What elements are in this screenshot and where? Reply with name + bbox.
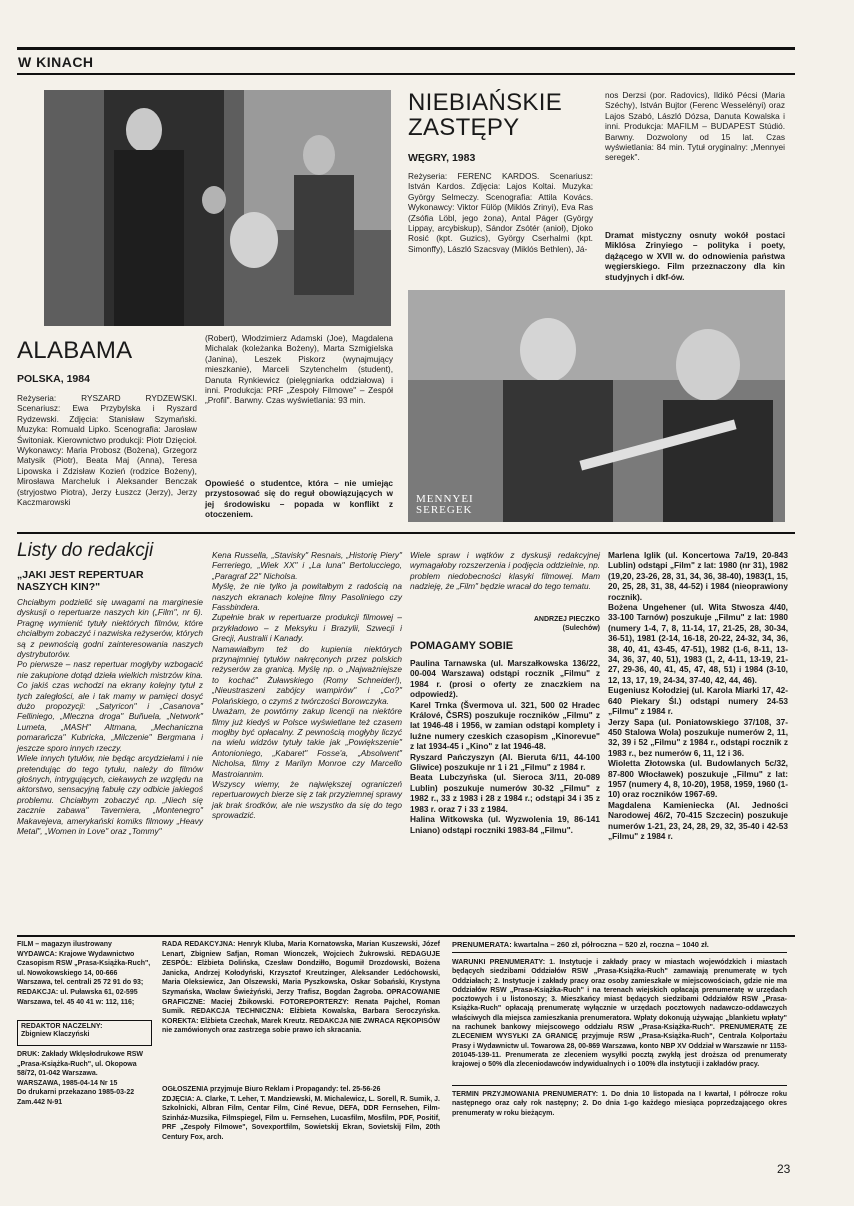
- subscription-prices: PRENUMERATA: kwartalna – 260 zł, półroczna – 520 zł, roczna – 1040 zł.: [452, 940, 709, 949]
- alabama-photo-scene: [44, 90, 391, 326]
- alabama-country: POLSKA, 1984: [17, 373, 90, 385]
- ads-photos: OGŁOSZENIA przyjmuje Biuro Reklam i Propagandy: tel. 25-56-26 ZDJĘCIA: A. Clarke, T. Leher, T. Mandziewski, M. Michalewicz, L. Sorell, R. Sumik, J. Szkolnicki, Albran Film, Centar Film, Ciné Revue, DEFA, DDR Fernsehen, Film-Szinház-Muzsika, Filmspiegel, Film u. Fernsehen, Lucasfilm, Mosfilm, PDF, Positif, PRF „Zespoły Filmowe", Sovexportfilm, Sowietskij Ekran, Sovietskij Film, 20th Century Fox, arch.: [162, 1086, 440, 1141]
- mennyei-photo-scene: [408, 290, 785, 522]
- page-number: 23: [777, 1162, 791, 1176]
- niebianskie-summary: Dramat mistyczny osnuty wokół postaci Miklósa Zrinyiego – polityka i poety, dążącego w XVII w. do odnowienia państwa węgierskiego. Film przeznaczony dla kin studyjnych i dkf-ów.: [605, 230, 785, 282]
- pomagamy-col-2: Marlena Iglik (ul. Koncertowa 7a/19, 20-843 Lublin) odstąpi „Film" z lat: 1980 (nr 31), 1982 (19,20, 23-26, 28, 31, 34, 36, 38-40), 1983(1, 15, 20, 25, 28, 31, 38, 44-52) i 1984 (nieoprawiony rocznik). Bożena Ungehener (ul. Wita Stwosza 4/40, 33-100 Tarnów) poszukuje „Filmu" z lat: 1980 (numery 1-4, 7, 8, 11-14, 17, 21-25, 28, 30-34, 36-51), 1981 (2-14, 16-18, 20-22, 24-32, 34, 36, 38, 40, 41, 43-45, 47-51), 1982 (1-6, 8-11, 13-34, 36, 37, 40, 51), 1983 (1, 2, 4-11, 13-19, 21-27, 29-36, 40, 41, 45, 47, 48, 51) i 1984 (3-10, 12, 13, 17, 19, 24-34, 37-40, 42, 44, 46). Eugeniusz Kołodziej (ul. Karola Miarki 17, 42-640 Piekary Śl.) odstąpi numery 24-53 „Filmu" z 1984 r. Jerzy Sapa (ul. Poniatowskiego 37/108, 37-450 Stalowa Wola) poszukuje numerów 2, 11, 32, 39 i 52 „Filmu" z 1984 r., odstąpi rocznik z 1983 r., bez numerów 6, 11, 12 i 36. Wioletta Złotowska (ul. Budowlanych 5c/32, 87-800 Włocławek) poszukuje „Filmu" z lat: 1957 (numery 4, 8, 10-20), 1958, 1959, 1960 (1-10) oraz roczników 1967-69. Magdalena Kamieniecka (Al. Jedności Narodowej 46/2, 70-415 Szczecin) poszukuje numerów 1-21, 23, 24, 28, 29, 32, 35-40 i 42-53 „Filmu" z 1984 r.: [608, 550, 788, 841]
- letters-col-3: Wiele spraw i wątków z dyskusji redakcyjnej wymagałoby rozszerzenia i podjęcia oddzielnie, np. problem niedobecności klasyki filmowej. Mam nadzieję, że „Film" będzie wracał do tego tematu.: [410, 550, 600, 592]
- editor-label: REDAKTOR NACZELNY:: [21, 1023, 103, 1030]
- letters-signature: ANDRZEJ PIECZKO (Sulechów): [533, 616, 600, 632]
- niebianskie-credits-2: nos Derzsi (por. Radovics), Ildikó Pécsi (Maria Széchy), István Bujtor (Ferenc Wesselényi) oraz Lajos Szabó, László Dózsa, Danuta Kowalska i inni. Produkcja: MAFILM – BUDAPEST Stúdió. Barwny. Dozwolony od 15 lat. Czas wyświetlania: 84 min. Tytuł oryginalny: „Mennyei seregek".: [605, 90, 785, 163]
- niebianskie-credits-1: Reżyseria: FERENC KARDOS. Scenariusz: István Kardos. Zdjęcia: Lajos Koltai. Muzyka: György Selmeczy. Scenografia: Attila Kovács. Wykonawcy: Viktor Fülöp (Miklós Zrinyi), Eva Ras (Zsófia Löbl, jego żona), Antal Páger (György Lippay, arcybiskup), Sándor Zsótér (anioł), Djoko Rosić (kpt. Guzics), György Cserhalmi (kpt. Simonffy), László Szacsvay (Miklós Bethlen), Já-: [408, 171, 593, 254]
- mennyei-photo: [408, 290, 785, 522]
- alabama-credits-2: (Robert), Włodzimierz Adamski (Joe), Magdalena Michalak (koleżanka Bożeny), Marta Szmigielska (Janina), Leszek Piskorz (wynajmujący mieszkanie), Marceli Szytenchelm (student), Danuta Rynkiewicz (pielęgniarka oddziałowa) i inni. Produkcja: PRF „Zespoły Filmowe" – Zespół „Profil". Barwny. Czas wyświetlania: 93 min.: [205, 333, 393, 406]
- pomagamy-col-1: Paulina Tarnawska (ul. Marszałkowska 136/22, 00-004 Warszawa) odstąpi rocznik „Filmu" z 1984 r. (prosi o oferty ze znaczkiem na odpowiedź). Karel Trnka (Švermova ul. 321, 500 02 Hradec Králové, ČSRS) poszukuje roczników „Filmu" z lat 1946-48 i 1956, w zamian odstąpi komplety i luźne numery czeskich czasopism „Kinorevue" z lat 1934-45 i „Kino" z lat 1946-48. Ryszard Pańczyszyn (Al. Bieruta 6/11, 44-100 Gliwice) poszukuje nr 1 i 21 „Filmu" z 1984 r. Beata Lubczyńska (ul. Sieroca 3/11, 20-089 Lublin) poszukuje numerów 30-32 „Filmu" z 1982 r., 33 z 1983 i 28 z 1984 r.; odstąpi 34 i 35 z 1983 r. oraz 7 i 33 z 1984. Halina Witkowska (ul. Wyzwolenia 19, 86-141 Lniano) odstąpi roczniki 1983-84 „Filmu".: [410, 658, 600, 835]
- subscription-conditions: WARUNKI PRENUMERATY: 1. Instytucje i zakłady pracy w miastach wojewódzkich i miastach będących siedzibami Oddziałów RSW „Prasa-Książka-Ruch" zamawiają prenumeratę w tych Oddziałach; 2. Instytucje i zakłady pracy oraz osoby zamieszkałe w miejscowościach, gdzie nie ma Oddziałów RSW „Prasa-Książka-Ruch" i na terenach wiejskich opłacają prenumeratę w urzędach pocztowych i u listonoszy; 3. Mieszkańcy miast będących siedzibami Oddziałów RSW „Prasa-Książka-Ruch" opłacają prenumeratę wyłącznie w urzędach pocztowych nadawczo-oddawczych właściwych dla miejsca zamieszkania prenumeratora. Wpłaty dokonują używając „blankietu wpłaty" na rachunek bankowy miejscowego oddziału RSW „Prasa-Książka-Ruch". PRENUMERATĘ ZE ZLECENIEM WYSYŁKI ZA GRANICĘ przyjmuje RSW „Prasa-Książka-Ruch", Centrala Kolportażu Prasy i Wydawnictw ul. Towarowa 28, 00-869 Warszawa, konto NBP XV Oddział w Warszawie nr 1153-201045-139-11. Prenumerata ze zleceniem wysyłki pocztą zwykłą jest droższa od prenumeraty krajowej o 50% dla zleceniodawców indywidualnych i o 100% dla instytucji i zakładów pracy.: [452, 959, 787, 1069]
- letters-col-1: Chciałbym podzielić się uwagami na marginesie dyskusji o repertuarze naszych kin („Film", nr 6). Pragnę wymienić tytuły niektórych filmów, które chciałbym zobaczyć i nazwiska reżyserów, których są z pewnością godni zainteresowania naszych dystrybutorów. Po pierwsze – nasz repertuar mogłyby wzbogacić nie zakupione dotąd dzieła wielkich mistrzów kina. Co jakiś czas wchodzi na ekrany kolejny tytuł z tych zaległości, ale i tak mamy w pamięci dosyć dużo propozycji: „Satyricon" i „Casanova" Felliniego, „Mleczna droga" Buñuela, „Network" Lumeta, „MASH" Altmana, „Mechaniczna pomarańcza" Kubricka, „Milczenie" Bergmana i jeszcze sporo innych rzeczy. Wiele innych tytułów, nie będąc arcydziełami i nie pretendując do tego tytułu, należy do filmów głośnych, intrygujących, ciekawych ze względu na aktorstwo, sensacyjną fabułę czy odbicie jakiegoś problemu. Chciałbym zobaczyć np. „Niech się zacznie zabawa" Taverniera, „Montenegro" Makavejeva, amerykański komiks filmowy „Heavy Metal", „Women in Love" oraz „Tommy": [17, 597, 203, 836]
- letters-subheading: „JAKI JEST REPERTUAR NASZYCH KIN?": [17, 569, 144, 593]
- alabama-summary: Opowieść o studentce, która – nie umiejąc przystosować się do reguł obowiązujących w jej środowisku – popada w konflikt z otoczeniem.: [205, 478, 393, 520]
- niebianskie-title: NIEBIAŃSKIE ZASTĘPY: [408, 89, 563, 141]
- masthead: FILM – magazyn ilustrowany WYDAWCA: Krajowe Wydawnictwo Czasopism RSW „Prasa-Książka-Ruch", ul. Nowokowskiego 14, 00-666 Warszawa, tel. centrali 25 72 91 do 93; REDAKCJA: ul. Puławska 61, 02-595 Warszawa, tel. 45 40 41 w: 112, 116;: [17, 941, 151, 1006]
- section-title: W KINACH: [18, 54, 94, 70]
- mennyei-photo-caption: MENNYEI SEREGEK: [416, 493, 474, 516]
- editor-name: Zbigniew Klaczyński: [21, 1031, 90, 1038]
- subscription-deadline: TERMIN PRZYJMOWANIA PRENUMERATY: 1. Do dnia 10 listopada na I kwartał, I półrocze roku następnego oraz cały rok następny; 2. Do dnia 1-go każdego miesiąca poprzedzającego okres prenumeraty w roku bieżącym.: [452, 1091, 787, 1117]
- letters-col-2: Kena Russella, „Stavisky" Resnais, „Historię Piery" Ferreriego, „Wiek XX" i „La luna" Bertolucciego, „Paragraf 22" Nicholsa. Myślę, że nie tylko ja powitałbym z radością na naszych ekranach kolejne filmy Pasoliniego czy Fassbindera. Zupełnie brak w repertuarze produkcji filmowej – przykładowo – z Meksyku i Brazylii, Szwecji i Grecji, Australii i Kanady. Namawiałbym też do kupienia niektórych przynajmniej tytułów nakręconych przez polskich reżyserów za granicą. Myślę np. o „Najważniejsze to kochać" Żuławskiego (Romy Schneider!), „Nieustraszeni zabójcy wampirów" i „Co?" Polańskiego, o czymś z twórczości Borowczyka. Uważam, że powtórny zakup licencji na niektóre filmy już kiedyś w Polsce wyświetlane też czasem mogłby być opłacalny. Z pewnością mogłyby liczyć na wielu widzów tytuły takie jak „Powiększenie" Antonioniego, „Kabaret" Fosse'a, „Absolwent" Nicholsa, filmy z Marilyn Monroe czy Marcello Mastroiannim. Wszyscy wiemy, że największej ograniczeń repertuarowych bierze się z tak przyziemnej sprawy jak brak środków, ale nie wszystko da się do tego sprowadzić.: [212, 550, 402, 821]
- letters-heading: Listy do redakcji: [17, 540, 154, 561]
- editor-box: [17, 1020, 152, 1046]
- pomagamy-heading: POMAGAMY SOBIE: [410, 640, 514, 652]
- alabama-credits-1: Reżyseria: RYSZARD RYDZEWSKI. Scenariusz: Ewa Przybylska i Ryszard Rydzewski. Zdjęcia: Stanisław Szymański. Muzyka: Romuald Lipko. Scenografia: Jarosław Świtoniak. Kierownictwo produkcji: Piotr Dzięcioł. Wykonawcy: Maria Probosz (Bożena), Grzegorz Matysik (Piotr), Beata Maj (Anna), Teresa Lipowska i Zdzisław Kozień (rodzice Bożeny), Mirosława Marcheluk i Aleksander Benczak (stryjostwo Piotra), Jerzy Łuszcz (Jerzy), Jerzy Kaczmarowski: [17, 393, 197, 508]
- alabama-title: ALABAMA: [17, 337, 133, 364]
- alabama-photo: [44, 90, 391, 326]
- redaction-board: RADA REDAKCYJNA: Henryk Kluba, Maria Kornatowska, Marian Kuszewski, Józef Lenart, Zbigniew Safjan, Roman Wionczek, Wojciech Żukrowski. REDAGUJE ZESPÓŁ: Elżbieta Dolińska, Czesław Dondziłło, Bogumił Drozdowski, Bożena Janicka, Andrzej Kołodyński, Krzysztof Kreutzinger, Aleksander Ledóchowski, Maria Oleksiewicz, Jan Olszewski, Maria Pyszkowska, Oskar Sobański, Krystyna Szymańska, Wacław Świeżyński, Jerzy Trafisz, Bogdan Żagroba. OPRACOWANIE GRAFICZNE: Maciej Żbikowski. FOTOREPORTERZY: Renata Pajchel, Roman Sumik. REDAKCJA TECHNICZNA: Elżbieta Kowalska, Barbara Seroczyńska. KOREKTA: Elżbieta Czechak, Marek Kreutz. REDAKCJA NIE ZWRACA RĘKOPISÓW nie zamówionych oraz zastrzega sobie prawo ich skracania.: [162, 941, 440, 1035]
- print-info: DRUK: Zakłady Wklęsłodrukowe RSW „Prasa-Książka-Ruch", ul. Okopowa 58/72, 01-042 Warszawa. WARSZAWA, 1985-04-14 Nr 15 Do drukarni przekazano 1985-03-22 Zam.442 N-91: [17, 1051, 144, 1106]
- niebianskie-country: WĘGRY, 1983: [408, 152, 476, 164]
